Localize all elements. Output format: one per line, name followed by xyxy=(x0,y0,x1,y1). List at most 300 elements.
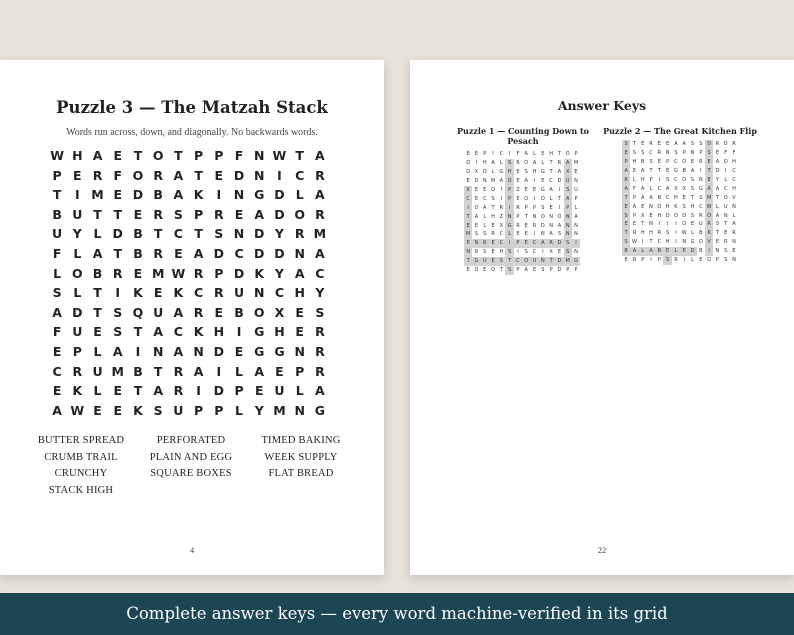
answer-letter: E xyxy=(532,186,537,193)
answer-letter: E xyxy=(466,151,470,157)
answer-letter-highlighted: S xyxy=(505,266,513,275)
grid-letter: N xyxy=(233,187,245,203)
answer-letter-highlighted: A xyxy=(630,247,638,256)
answer-letter: N xyxy=(690,149,695,156)
answer-letter: E xyxy=(516,177,520,184)
grid-letter: I xyxy=(135,343,141,359)
answer-letter: O xyxy=(524,195,529,202)
answer-letter: G xyxy=(698,185,703,192)
answer-letter: L xyxy=(691,257,694,264)
grid-letter: E xyxy=(153,285,163,301)
answer-letter: E xyxy=(715,149,719,156)
answer-letter-highlighted: E xyxy=(705,158,713,167)
answer-letter-highlighted: S xyxy=(663,256,671,265)
grid-letter: E xyxy=(113,402,123,418)
grid-letter: S xyxy=(113,304,123,320)
answer-letter: X xyxy=(499,222,504,229)
grid-letter: C xyxy=(173,226,183,242)
answer-letter: A xyxy=(715,185,720,192)
answer-letter: W xyxy=(631,239,637,246)
grid-letter: H xyxy=(72,148,83,163)
answer-letter: P xyxy=(682,149,686,156)
answer-letter: S xyxy=(641,149,645,156)
answer-letter: P xyxy=(516,267,520,274)
answer-letter: E xyxy=(632,221,637,228)
answer-letter: S xyxy=(483,231,487,238)
grid-letter: H xyxy=(274,324,285,340)
grid-letter: L xyxy=(53,265,62,281)
answer-letter: E xyxy=(557,249,561,256)
answer-letter: L xyxy=(491,168,495,175)
answer-letter: E xyxy=(574,168,578,175)
answer-letter: R xyxy=(516,222,520,229)
answer-letter: H xyxy=(674,194,678,201)
grid-letter: Y xyxy=(274,265,284,281)
answer-letter: C xyxy=(499,231,504,238)
answer-letter: N xyxy=(732,203,736,210)
grid-letter: F xyxy=(113,167,123,183)
answer-letter: P xyxy=(632,212,636,219)
answer-letter: H xyxy=(732,185,736,192)
answer-letter-highlighted: A xyxy=(622,185,630,194)
grid-letter: B xyxy=(52,206,62,222)
grid-letter: L xyxy=(73,245,82,261)
answer-letter: V xyxy=(732,194,736,201)
word-list-item: PLAIN AND EGG xyxy=(149,451,233,463)
answer-letter: C xyxy=(665,194,670,201)
grid-letter: E xyxy=(234,343,244,359)
answer-letter: I xyxy=(675,230,677,237)
answer-letter: P xyxy=(483,151,487,157)
grid-letter: N xyxy=(294,402,305,418)
answer-letter: T xyxy=(549,168,553,175)
word-list-item: STACK HIGH xyxy=(48,484,114,496)
grid-letter: N xyxy=(254,167,265,183)
grid-letter: T xyxy=(113,206,122,222)
answer-letter: A xyxy=(641,167,645,174)
answer-letter-highlighted: M xyxy=(706,194,712,201)
answer-letter: N xyxy=(532,213,537,220)
answer-letter: S xyxy=(632,149,637,156)
grid-letter: O xyxy=(294,206,305,222)
answer-letter: I xyxy=(500,195,503,202)
answer-letter: T xyxy=(549,159,553,166)
answer-letter: O xyxy=(540,213,545,220)
grid-letter: S xyxy=(113,324,123,340)
answer-letter: N xyxy=(723,212,728,219)
answer-letter: O xyxy=(474,267,479,274)
grid-letter: P xyxy=(234,383,244,399)
grid-letter: A xyxy=(315,148,325,163)
answer-letter: O xyxy=(673,212,678,219)
grid-letter: T xyxy=(194,167,203,183)
answer-letter: S xyxy=(724,257,728,264)
grid-letter: P xyxy=(52,167,62,183)
answer-letter-highlighted: A xyxy=(564,195,572,204)
answer-letter: Y xyxy=(715,176,719,183)
answer-letter: S xyxy=(524,249,528,256)
answer-letter: G xyxy=(499,168,504,175)
grid-letter: U xyxy=(153,304,164,320)
answer-letter-highlighted: I xyxy=(505,239,513,248)
grid-letter: A xyxy=(173,187,184,203)
answer-letter: N xyxy=(549,213,553,220)
grid-letter: R xyxy=(213,285,224,301)
answer-letter: E xyxy=(715,239,719,246)
grid-letter: G xyxy=(314,402,326,418)
answer-letter: S xyxy=(690,176,695,183)
answer-letter: H xyxy=(665,203,670,210)
answer-letter: T xyxy=(557,151,561,157)
answer-letter: E xyxy=(632,167,637,174)
grid-letter: W xyxy=(70,402,85,418)
grid-letter: A xyxy=(153,324,164,340)
answer-letter: H xyxy=(549,151,553,157)
grid-letter: T xyxy=(93,285,102,301)
answer-letter: S xyxy=(724,248,728,255)
answer-letter-highlighted: W xyxy=(706,203,712,210)
grid-letter: P xyxy=(72,343,82,359)
page-number: 4 xyxy=(189,545,195,555)
answer-letter: S xyxy=(690,141,695,147)
answer-letter: H xyxy=(532,168,537,175)
answer-letter: A xyxy=(499,177,504,184)
answer-letter-highlighted: O xyxy=(705,212,713,221)
answer-letter-highlighted: S xyxy=(564,186,572,195)
answer-letter: D xyxy=(715,167,720,174)
answer-letter: A xyxy=(491,159,495,166)
answer-letter: R xyxy=(632,257,637,264)
answer-letter-highlighted: N xyxy=(564,230,572,239)
grid-letter: Y xyxy=(274,226,284,242)
word-search-grid xyxy=(47,146,330,420)
grid-letter: R xyxy=(193,304,204,320)
grid-letter: N xyxy=(294,245,305,261)
answer-letter: E xyxy=(549,204,553,211)
grid-letter: A xyxy=(52,402,62,418)
puzzle-title: Puzzle 3 — The Matzah Stack xyxy=(56,98,328,117)
answer-letter-highlighted: P xyxy=(505,195,513,204)
answer-letter: N xyxy=(574,177,578,184)
answer-letter: C xyxy=(482,195,487,202)
answer-letter-highlighted: I xyxy=(505,204,513,213)
answer-letter: O xyxy=(682,176,687,183)
answer-letter: S xyxy=(666,230,670,237)
grid-letter: U xyxy=(92,363,103,379)
answer-letter: D xyxy=(474,177,479,184)
answer-letter: S xyxy=(524,168,528,175)
answer-letter: E xyxy=(524,231,528,238)
answer-letter: A xyxy=(557,222,562,229)
answer-letter: Z xyxy=(516,186,520,193)
grid-letter: U xyxy=(274,383,285,399)
answer-letter: B xyxy=(682,167,686,174)
grid-letter: R xyxy=(213,206,224,222)
answer-letter: L xyxy=(541,159,545,166)
grid-letter: M xyxy=(313,226,327,242)
grid-letter: D xyxy=(254,245,265,261)
answer-letter: E xyxy=(641,203,645,210)
answer-letter: S xyxy=(474,231,479,238)
answer-letter: N xyxy=(574,222,578,229)
answer-letter: H xyxy=(649,230,653,237)
answer-letter: E xyxy=(649,212,653,219)
grid-letter: O xyxy=(152,148,164,163)
answer-letter-highlighted: L xyxy=(639,247,647,256)
answer-letter: E xyxy=(474,151,479,157)
grid-letter: O xyxy=(253,304,265,320)
answer-letter: S xyxy=(649,158,653,165)
answer-letter: L xyxy=(633,176,636,183)
answer-letter-highlighted: D xyxy=(705,140,713,149)
grid-letter: R xyxy=(153,206,163,222)
grid-letter: E xyxy=(113,383,123,399)
grid-letter: D xyxy=(233,265,245,281)
answer-letter-highlighted: A xyxy=(539,239,547,248)
grid-letter: M xyxy=(111,363,124,379)
grid-letter: T xyxy=(93,304,102,320)
answer-letter: S xyxy=(682,203,686,210)
grid-letter: L xyxy=(73,285,82,301)
grid-letter: D xyxy=(72,304,83,320)
answer-letter-highlighted: G xyxy=(472,257,480,266)
answer-letter-highlighted: C xyxy=(530,239,538,248)
answer-letter: D xyxy=(557,177,562,184)
answer-letter-highlighted: E xyxy=(663,247,671,256)
grid-letter: T xyxy=(174,148,183,163)
grid-letter: L xyxy=(235,363,244,379)
grid-letter: R xyxy=(173,383,184,399)
grid-letter: N xyxy=(254,148,265,163)
answer-letter-highlighted: E xyxy=(680,247,688,256)
answer-letter: I xyxy=(675,221,677,228)
answer-letter-highlighted: S xyxy=(505,159,513,168)
grid-letter: R xyxy=(294,226,305,242)
grid-letter: R xyxy=(153,167,163,183)
grid-letter: E xyxy=(52,343,62,359)
answer-letter-highlighted: U xyxy=(530,257,538,266)
answer-letter-highlighted: R xyxy=(622,176,630,185)
answer-letter-highlighted: R xyxy=(547,239,555,248)
grid-letter: R xyxy=(315,363,325,379)
grid-letter: W xyxy=(50,148,64,163)
answer-letter: I xyxy=(475,159,478,166)
grid-letter: T xyxy=(113,245,122,261)
answer-letter-highlighted: E xyxy=(705,176,713,185)
answer-letter: P xyxy=(549,267,553,274)
answer-letter: O xyxy=(657,203,662,210)
answer-letter: X xyxy=(641,212,645,219)
grid-letter: L xyxy=(93,226,102,242)
answer-letter-highlighted: B xyxy=(622,247,630,256)
answer-letter-highlighted: N xyxy=(564,222,572,231)
answer-letter-highlighted: N xyxy=(505,213,513,222)
grid-letter: F xyxy=(52,324,62,340)
answer-letter: R xyxy=(657,230,662,237)
answer-letter: I xyxy=(666,221,669,228)
answer-letter: P xyxy=(566,267,570,274)
grid-letter: E xyxy=(113,148,123,163)
grid-letter: T xyxy=(93,206,102,222)
answer-letter: U xyxy=(574,186,578,193)
grid-letter: B xyxy=(153,187,163,203)
grid-letter: A xyxy=(153,383,164,399)
answer-letter-highlighted: T xyxy=(464,213,472,222)
grid-letter: D xyxy=(213,245,224,261)
answer-letter-highlighted: N xyxy=(539,257,547,266)
answer-letter: L xyxy=(574,204,578,211)
grid-letter: I xyxy=(236,324,242,340)
answer-letter: H xyxy=(665,239,670,246)
answer-letter: S xyxy=(715,221,719,228)
grid-letter: O xyxy=(71,265,83,281)
answer-letter: H xyxy=(640,230,645,237)
answer-letter: A xyxy=(574,213,578,220)
answer-letter: O xyxy=(557,213,562,220)
word-list-item: BUTTER SPREAD xyxy=(37,435,125,446)
grid-letter: M xyxy=(273,402,286,418)
footer-banner: Complete answer keys — every word machine-verified in its grid xyxy=(0,593,794,635)
answer-letter: B xyxy=(699,248,703,255)
answer-letter: N xyxy=(732,239,736,246)
answer-letter: A xyxy=(483,204,487,211)
grid-letter: W xyxy=(272,148,287,163)
answer-letter-highlighted: S xyxy=(497,257,505,266)
grid-letter: Y xyxy=(72,226,82,242)
answer-letter: E xyxy=(483,186,487,193)
answer-letter: R xyxy=(732,230,736,237)
grid-letter: B xyxy=(234,304,244,320)
answer-letter: H xyxy=(491,213,495,220)
answer-letter: C xyxy=(732,167,736,174)
grid-letter: A xyxy=(52,304,62,320)
answer-letter: E xyxy=(690,158,695,165)
grid-letter: G xyxy=(254,187,265,203)
grid-letter: F xyxy=(234,148,244,163)
answer-letter-highlighted: T xyxy=(705,167,713,176)
answer-letter: T xyxy=(499,267,503,274)
answer-letter-highlighted: C xyxy=(497,239,505,248)
grid-letter: R xyxy=(315,167,325,183)
answer-letter: E xyxy=(541,177,545,184)
answer-letter: D xyxy=(540,222,545,229)
answer-letter-highlighted: K xyxy=(705,229,713,238)
grid-letter: A xyxy=(254,206,265,222)
answer-letter: L xyxy=(724,176,728,183)
answer-letter: R xyxy=(499,204,504,211)
answer-letter: G xyxy=(690,239,695,246)
answer-letter: A xyxy=(641,185,645,192)
answer-letter: N xyxy=(482,177,487,184)
answer-letter: T xyxy=(715,230,719,237)
grid-letter: E xyxy=(73,167,82,183)
answer-letter-highlighted: N xyxy=(464,248,472,257)
answer-letter: U xyxy=(698,221,703,228)
answer-keys-title: Answer Keys xyxy=(557,98,647,113)
grid-letter: A xyxy=(173,343,184,359)
grid-letter: E xyxy=(133,265,143,281)
answer-letter: E xyxy=(524,186,528,193)
answer-letter-highlighted: S xyxy=(564,239,572,248)
grid-letter: E xyxy=(133,206,143,222)
answer-letter: R xyxy=(557,159,562,166)
answer-letter-highlighted: X xyxy=(564,168,572,177)
answer-letter: C xyxy=(532,249,537,256)
answer-letter: P xyxy=(641,257,645,264)
answer-letter: I xyxy=(558,186,561,193)
grid-letter: A xyxy=(294,265,305,281)
answer-letter: O xyxy=(682,158,687,165)
answer-letter: N xyxy=(574,249,578,256)
answer-letter: A xyxy=(732,221,736,228)
answer-letter: L xyxy=(649,185,653,192)
answer-letter: L xyxy=(533,151,536,157)
answer-letter: X xyxy=(474,168,479,175)
grid-letter: I xyxy=(216,363,222,379)
answer-letter: X xyxy=(549,249,553,256)
answer-letter: C xyxy=(674,176,678,183)
answer-letter-highlighted: T xyxy=(464,257,472,266)
answer-letter-highlighted: D xyxy=(555,239,563,248)
answer-letter: H xyxy=(690,203,695,210)
grid-letter: D xyxy=(132,187,144,203)
answer-letter: L xyxy=(483,213,487,220)
answer-letter: E xyxy=(690,221,695,228)
answer-letter: C xyxy=(657,185,662,192)
grid-letter: H xyxy=(213,324,225,340)
grid-letter: D xyxy=(274,187,285,203)
answer-letter: C xyxy=(499,151,504,157)
answer-letter: O xyxy=(723,194,728,201)
answer-letter-highlighted: C xyxy=(514,257,522,266)
answer-letter: R xyxy=(491,231,495,238)
grid-letter: G xyxy=(254,343,265,359)
grid-letter: A xyxy=(173,167,184,183)
answer-letter: M xyxy=(573,159,579,166)
answer-letter: T xyxy=(632,141,636,147)
grid-letter: T xyxy=(153,226,163,242)
answer-letter: P xyxy=(574,267,578,274)
answer-letter: A xyxy=(649,194,653,201)
answer-letter-highlighted: I xyxy=(572,239,580,248)
answer-letter: T xyxy=(557,195,561,202)
grid-letter: O xyxy=(132,167,144,183)
answer-letter-highlighted: L xyxy=(672,247,680,256)
answer-letter: A xyxy=(532,159,537,166)
answer-letter: O xyxy=(698,239,703,246)
answer-letter: T xyxy=(641,221,645,228)
answer-letter: N xyxy=(665,149,670,156)
answer-letter-highlighted: T xyxy=(622,194,630,203)
answer-letter: C xyxy=(699,203,703,210)
grid-letter: R xyxy=(315,324,325,340)
grid-letter: R xyxy=(173,363,184,379)
answer-letter: T xyxy=(724,221,728,228)
answer-letter: A xyxy=(524,151,528,157)
answer-letter: S xyxy=(690,185,695,192)
answer-letter: A xyxy=(690,167,695,174)
grid-letter: S xyxy=(173,206,183,222)
grid-letter: U xyxy=(173,402,184,418)
grid-letter: L xyxy=(235,402,244,418)
grid-letter: I xyxy=(115,285,121,301)
grid-letter: B xyxy=(92,265,103,281)
answer-letter-highlighted: G xyxy=(505,222,513,231)
answer-letter: A xyxy=(715,212,720,219)
grid-letter: D xyxy=(274,206,285,222)
answer-letter: P xyxy=(715,257,719,264)
answer-letter: F xyxy=(732,149,736,156)
